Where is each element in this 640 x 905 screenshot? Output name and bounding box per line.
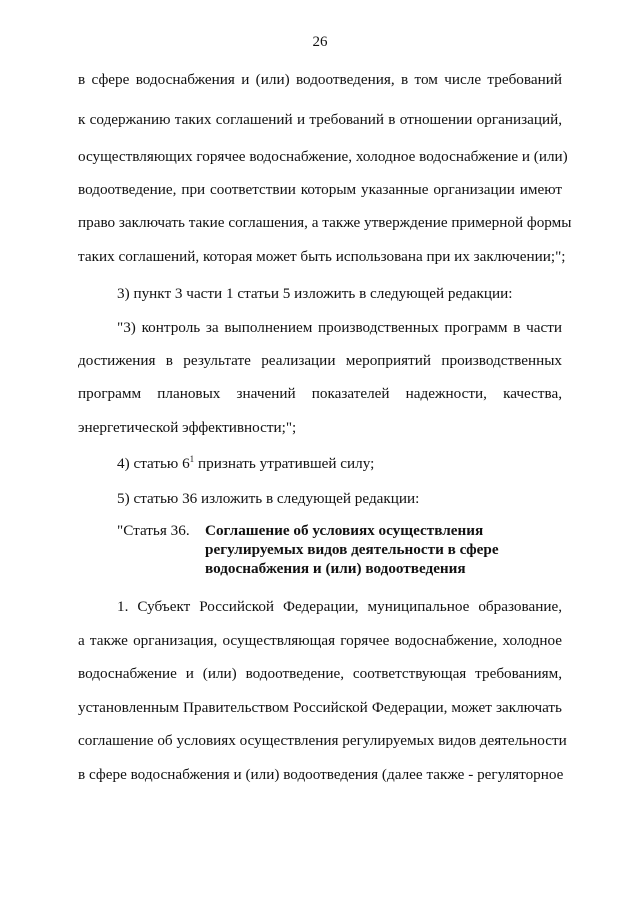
article-title-line: регулируемых видов деятельности в сфере <box>205 541 499 558</box>
text-fragment: признать утратившей силу; <box>194 455 375 472</box>
text-line: к содержанию таких соглашений и требований в отношении организаций, <box>78 111 562 128</box>
text-line: а также организация, осуществляющая горячее водоснабжение, холодное <box>78 632 562 649</box>
text-line: право заключать такие соглашения, а также утверждение примерной формы <box>78 214 572 231</box>
article-title-line: Соглашение об условиях осуществления <box>205 522 484 539</box>
text-line: установленным Правительством Российской Федерации, может заключать <box>78 699 562 716</box>
text-line: программ плановых значений показателей надежности, качества, <box>78 385 562 402</box>
superscript: 1 <box>189 454 195 464</box>
article-title <box>205 521 535 578</box>
text-fragment: 4) статью 6 <box>117 455 190 472</box>
article-title-line: водоснабжения и (или) водоотведения <box>205 560 466 577</box>
text-line: соглашение об условиях осуществления регулируемых видов деятельности <box>78 732 567 749</box>
text-line: "3) контроль за выполнением производственных программ в части <box>117 319 562 336</box>
text-line: таких соглашений, которая может быть использована при их заключении;"; <box>78 248 566 265</box>
article-label: "Статья 36. <box>117 522 190 539</box>
text-line: водоснабжение и (или) водоотведение, соответствующая требованиям, <box>78 665 562 682</box>
text-line: осуществляющих горячее водоснабжение, холодное водоснабжение и (или) <box>78 148 568 165</box>
page-number: 26 <box>312 34 328 50</box>
text-line: в сфере водоснабжения и (или) водоотведения, в том числе требований <box>78 71 562 88</box>
text-line: водоотведение, при соответствии которым указанные организации имеют <box>78 181 562 198</box>
text-line: энергетической эффективности;"; <box>78 419 297 436</box>
text-line <box>117 454 562 474</box>
text-line: 5) статью 36 изложить в следующей редакции: <box>117 490 420 507</box>
text-line: 3) пункт 3 части 1 статьи 5 изложить в следующей редакции: <box>117 285 513 302</box>
text-line: в сфере водоснабжения и (или) водоотведения (далее также - регуляторное <box>78 766 564 783</box>
text-line: достижения в результате реализации мероприятий производственных <box>78 352 562 369</box>
text-line: 1. Субъект Российской Федерации, муниципальное образование, <box>117 598 562 615</box>
